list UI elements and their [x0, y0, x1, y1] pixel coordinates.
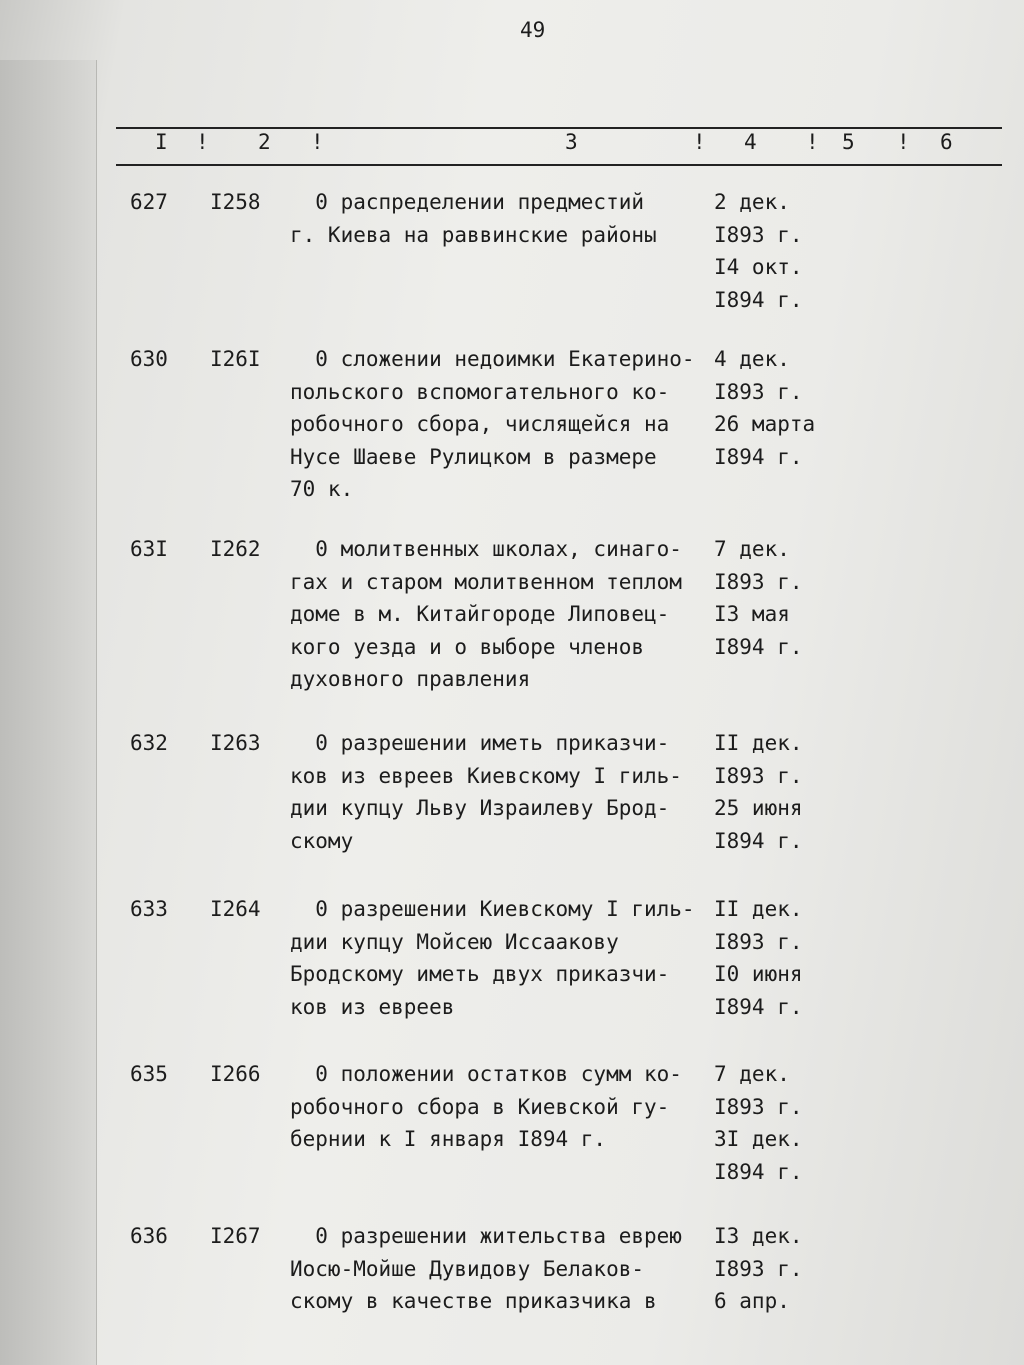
title-line: доме в м. Китайгороде Липовец-	[290, 602, 670, 626]
title-line: ков из евреев	[290, 994, 455, 1019]
date-line: I893 г.	[714, 763, 803, 788]
column-separator: !	[693, 130, 706, 154]
entry-dates	[714, 343, 815, 473]
file-number: I264	[210, 897, 261, 921]
date-line: I3 мая	[714, 602, 790, 626]
date-line: I894 г.	[714, 994, 803, 1019]
title-line: скому	[290, 828, 354, 853]
entry-dates	[714, 1220, 803, 1318]
date-line: I4 окт.	[714, 255, 803, 279]
date-line: 6 апр.	[714, 1289, 790, 1313]
column-separator: !	[311, 130, 324, 154]
date-line: 25 июня	[714, 796, 803, 820]
title-line: духовного правления	[290, 667, 531, 691]
title-line: робочного сбора в Киевской гу-	[290, 1094, 670, 1119]
column-separator: !	[897, 130, 910, 154]
column-header-6: 6	[940, 130, 953, 154]
entry-dates	[714, 727, 803, 857]
date-line: 3I дек.	[714, 1127, 803, 1151]
table-rule-bottom	[116, 164, 1002, 166]
column-header-4: 4	[744, 130, 757, 154]
date-line: I893 г.	[714, 1094, 803, 1119]
column-separator: !	[196, 130, 209, 154]
column-header-3: 3	[565, 130, 578, 154]
title-line: скому в качестве приказчика в	[290, 1289, 657, 1313]
title-line: дии купцу Льву Израилеву Брод-	[290, 796, 670, 820]
column-header-5: 5	[842, 130, 855, 154]
entry-dates	[714, 533, 803, 663]
entry-number: 63I	[130, 537, 168, 561]
entry-dates	[714, 186, 803, 316]
title-line: 70 к.	[290, 477, 354, 501]
date-line: 2 дек.	[714, 190, 790, 214]
date-line: II дек.	[714, 731, 803, 755]
date-line: I893 г.	[714, 569, 803, 594]
date-line: 4 дек.	[714, 347, 790, 371]
entry-title	[290, 343, 695, 506]
title-line: г. Киева на раввинские районы	[290, 222, 657, 247]
file-number: I262	[210, 537, 261, 561]
title-line: Иосю-Мойше Дувидову Белаков-	[290, 1256, 645, 1281]
title-line: 0 молитвенных школах, синаго-	[290, 537, 682, 561]
title-line: 0 разрешении Киевскому I гиль-	[290, 897, 695, 921]
title-line: 0 положении остатков сумм ко-	[290, 1062, 682, 1086]
column-header-1: I	[155, 130, 168, 154]
title-line: ков из евреев Киевскому I гиль-	[290, 763, 682, 788]
entry-number: 627	[130, 190, 168, 214]
date-line: I0 июня	[714, 962, 803, 986]
date-line: I893 г.	[714, 379, 803, 404]
file-number: I263	[210, 731, 261, 755]
entry-number: 635	[130, 1062, 168, 1086]
entry-number: 630	[130, 347, 168, 371]
entry-number: 632	[130, 731, 168, 755]
entry-title	[290, 727, 682, 857]
date-line: I894 г.	[714, 444, 803, 469]
entry-dates	[714, 893, 803, 1023]
title-line: Нусе Шаеве Рулицком в размере	[290, 444, 657, 469]
title-line: робочного сбора, числящейся на	[290, 412, 670, 436]
column-separator: !	[806, 130, 819, 154]
title-line: 0 разрешении жительства еврею	[290, 1224, 682, 1248]
column-header-2: 2	[258, 130, 271, 154]
date-line: I894 г.	[714, 1159, 803, 1184]
title-line: польского вспомогательного ко-	[290, 379, 670, 404]
file-number: I267	[210, 1224, 261, 1248]
page-number: 49	[520, 18, 546, 42]
title-line: 0 сложении недоимки Екатерино-	[290, 347, 695, 371]
date-line: 7 дек.	[714, 537, 790, 561]
table-rule-top	[116, 127, 1002, 129]
title-line: 0 разрешении иметь приказчи-	[290, 731, 670, 755]
title-line: 0 распределении предместий	[290, 190, 645, 214]
entry-title	[290, 186, 657, 251]
entry-title	[290, 893, 695, 1023]
date-line: 26 марта	[714, 412, 816, 436]
previous-page-edge	[0, 60, 97, 1365]
date-line: I894 г.	[714, 287, 803, 312]
date-line: I894 г.	[714, 828, 803, 853]
date-line: I893 г.	[714, 929, 803, 954]
title-line: кого уезда и о выборе членов	[290, 634, 645, 659]
file-number: I258	[210, 190, 261, 214]
entry-number: 636	[130, 1224, 168, 1248]
date-line: 7 дек.	[714, 1062, 790, 1086]
date-line: I3 дек.	[714, 1224, 803, 1248]
date-line: II дек.	[714, 897, 803, 921]
date-line: I893 г.	[714, 1256, 803, 1281]
title-line: дии купцу Мойсею Иссаакову	[290, 929, 619, 954]
file-number: I26I	[210, 347, 261, 371]
file-number: I266	[210, 1062, 261, 1086]
title-line: бернии к I января I894 г.	[290, 1127, 607, 1151]
title-line: гах и старом молитвенном теплом	[290, 569, 682, 594]
date-line: I893 г.	[714, 222, 803, 247]
entry-number: 633	[130, 897, 168, 921]
entry-title	[290, 533, 682, 696]
entry-dates	[714, 1058, 803, 1188]
title-line: Бродскому иметь двух приказчи-	[290, 962, 670, 986]
entry-title	[290, 1220, 682, 1318]
entry-title	[290, 1058, 682, 1156]
date-line: I894 г.	[714, 634, 803, 659]
